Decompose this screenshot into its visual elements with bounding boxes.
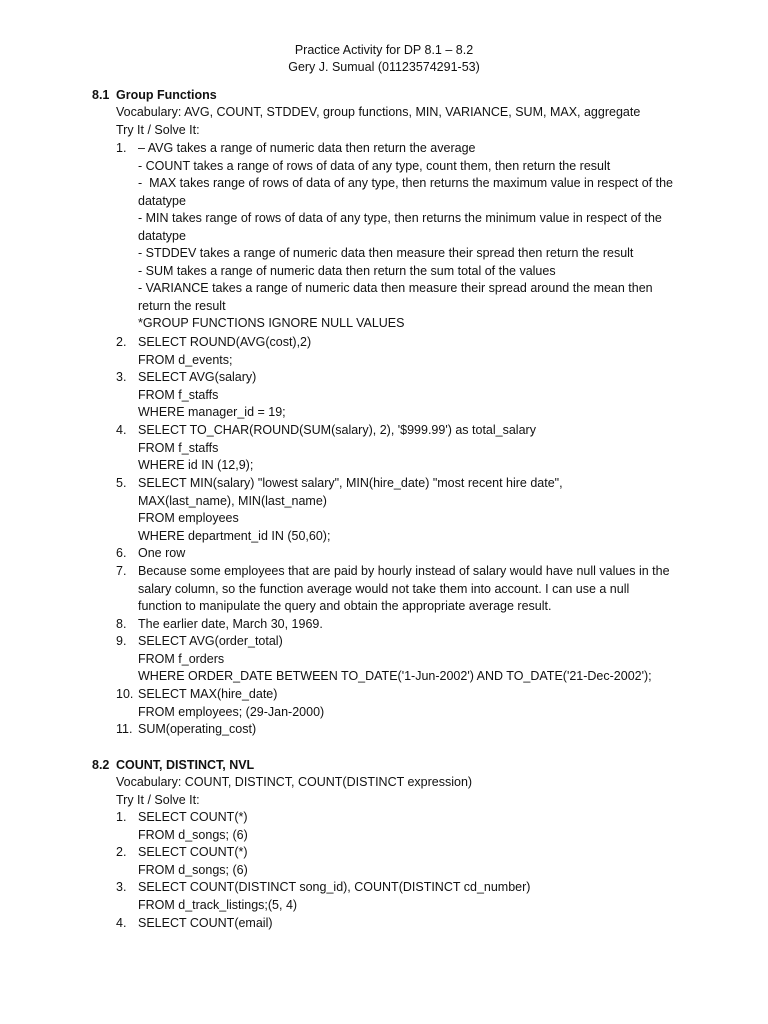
item-number: 8. (116, 617, 127, 631)
item-line: WHERE id IN (12,9); (138, 458, 254, 472)
list-item (116, 369, 676, 422)
item-line: WHERE department_id IN (50,60); (138, 528, 331, 543)
item-line: - MAX takes range of rows of data of any type, then returns the maximum value in respect of the datatype (138, 176, 677, 208)
item-line: FROM d_songs; (6) (138, 827, 248, 842)
item-line: - MIN takes range of rows of data of any type, then returns the minimum value in respect of the datatype (138, 211, 666, 243)
item-line: SELECT MIN(salary) "lowest salary", MIN(hire_date) "most recent hire date", (138, 476, 563, 490)
item-line: SELECT ROUND(AVG(cost),2) (138, 335, 312, 349)
item-line: FROM employees (138, 511, 239, 525)
item-number: 2. (116, 845, 127, 859)
vocabulary-line: Vocabulary: COUNT, DISTINCT, COUNT(DISTINCT expression) (116, 775, 473, 789)
item-line: SELECT MAX(hire_date) (138, 687, 278, 701)
item-number: 9. (116, 634, 127, 648)
item-line: SELECT AVG(salary) (138, 370, 257, 384)
item-line: WHERE ORDER_DATE BETWEEN TO_DATE('1-Jun-2002') AND TO_DATE('21-Dec-2002'); (138, 669, 652, 683)
item-line: SELECT AVG(order_total) (138, 634, 283, 648)
section-number: 8.2 (92, 758, 110, 772)
item-line: FROM d_songs; (6) (138, 862, 248, 877)
list-item (116, 422, 676, 475)
list-item (116, 633, 676, 686)
section-heading-8-1 (92, 87, 217, 105)
item-line: WHERE manager_id = 19; (138, 405, 286, 419)
item-number: 4. (116, 916, 127, 930)
document-title: Practice Activity for DP 8.1 – 8.2 (294, 43, 474, 57)
item-number: 1. (116, 141, 127, 155)
document-author: Gery J. Sumual (01123574291-53) (288, 60, 480, 74)
item-line: SELECT COUNT(DISTINCT song_id), COUNT(DISTINCT cd_number) (138, 880, 531, 894)
item-line: FROM f_staffs (138, 387, 219, 402)
section-number: 8.1 (92, 88, 110, 102)
item-line: - COUNT takes a range of rows of data of any type, count them, then return the result (138, 158, 611, 173)
try-it-label: Try It / Solve It: (116, 793, 200, 807)
list-item (116, 915, 676, 933)
item-line: The earlier date, March 30, 1969. (138, 617, 323, 631)
list-item (116, 844, 676, 879)
item-line: SELECT COUNT(email) (138, 916, 273, 930)
section-heading-8-2 (92, 757, 254, 775)
item-line: - STDDEV takes a range of numeric data then measure their spread then return the result (138, 246, 634, 260)
item-line: FROM d_track_listings;(5, 4) (138, 897, 298, 912)
section-title: COUNT, DISTINCT, NVL (116, 758, 255, 772)
item-line: FROM f_staffs (138, 440, 219, 455)
item-number: 7. (116, 564, 127, 578)
item-number: 1. (116, 810, 127, 824)
item-number: 10. (116, 687, 134, 701)
item-line: SELECT TO_CHAR(ROUND(SUM(salary), 2), '$999.99') as total_salary (138, 423, 536, 437)
list-item (116, 140, 676, 333)
list-item (116, 686, 676, 721)
item-number: 3. (116, 880, 127, 894)
item-line: SELECT COUNT(*) (138, 810, 248, 824)
item-number: 4. (116, 423, 127, 437)
list-item (116, 475, 676, 545)
list-item (116, 616, 676, 634)
list-item (116, 809, 676, 844)
vocabulary-line: Vocabulary: AVG, COUNT, STDDEV, group functions, MIN, VARIANCE, SUM, MAX, aggregate (116, 105, 641, 119)
item-line: FROM d_events; (138, 352, 233, 367)
item-number: 5. (116, 476, 127, 490)
item-line: - SUM takes a range of numeric data then return the sum total of the values (138, 263, 556, 278)
item-line: - VARIANCE takes a range of numeric data then measure their spread around the mean then return the result (138, 281, 657, 313)
list-item (116, 334, 676, 369)
list-item (116, 563, 676, 616)
item-line: – AVG takes a range of numeric data then return the average (138, 141, 476, 155)
list-item (116, 879, 676, 914)
item-number: 11. (116, 722, 133, 736)
item-line: SELECT COUNT(*) (138, 845, 248, 859)
item-number: 3. (116, 370, 127, 384)
item-line: MAX(last_name), MIN(last_name) (138, 493, 327, 508)
item-line: SUM(operating_cost) (138, 722, 257, 736)
list-item (116, 545, 676, 563)
list-item (116, 721, 676, 739)
item-line: FROM f_orders (138, 651, 225, 666)
try-it-label: Try It / Solve It: (116, 123, 200, 137)
item-line: FROM employees; (29-Jan-2000) (138, 704, 325, 719)
item-line: One row (138, 546, 186, 560)
section-title: Group Functions (116, 88, 217, 102)
item-number: 2. (116, 335, 127, 349)
item-line: *GROUP FUNCTIONS IGNORE NULL VALUES (138, 316, 405, 330)
item-number: 6. (116, 546, 127, 560)
item-line: Because some employees that are paid by hourly instead of salary would have null values in the salary column, so the function average would not take them into account. I can use a null function to manipulate the query and obtain the appropriate average result. (138, 564, 674, 613)
